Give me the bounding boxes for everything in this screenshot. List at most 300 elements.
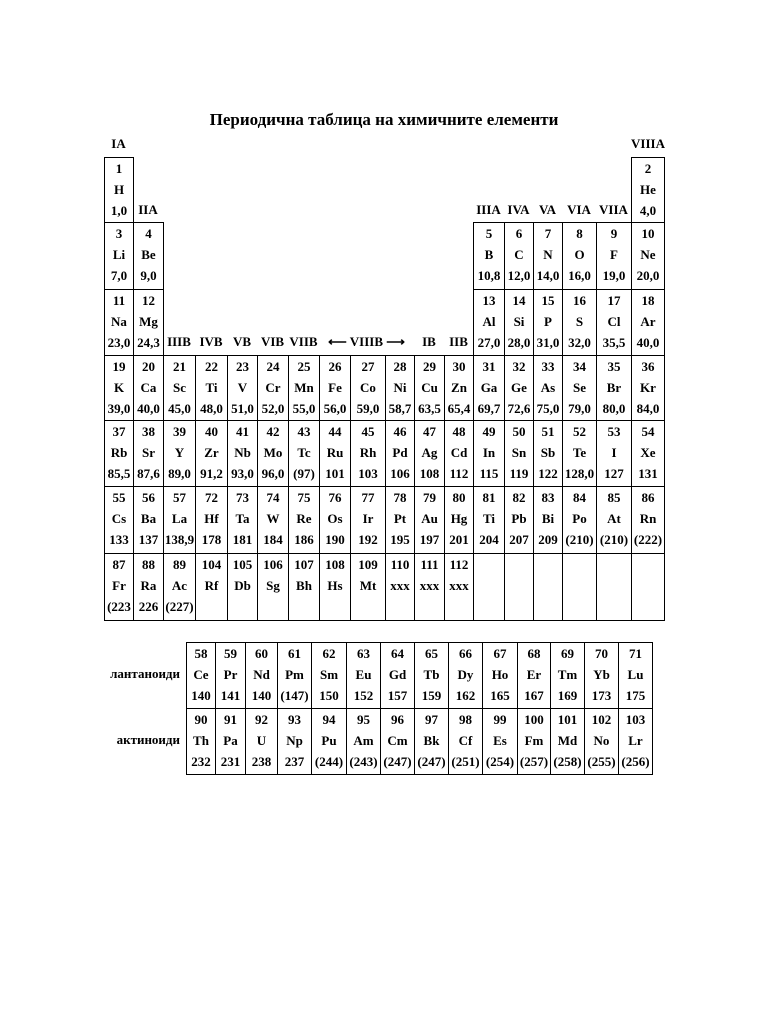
element-symbol: Tm	[557, 667, 578, 682]
group-label: IVA	[507, 202, 530, 217]
element-symbol: Rn	[639, 511, 657, 526]
element-symbol: W	[266, 511, 280, 526]
atomic-number: 21	[173, 359, 186, 374]
element-cell	[227, 553, 258, 621]
element-symbol: Ge	[511, 380, 527, 395]
element-cell	[504, 420, 534, 487]
element-symbol: Rb	[110, 445, 128, 460]
atomic-number: 19	[112, 359, 126, 374]
atomic-number: 7	[544, 226, 552, 241]
atomic-number: 88	[142, 557, 155, 572]
element-symbol: Sr	[142, 445, 155, 460]
element-symbol: Pa	[223, 733, 238, 748]
element-symbol: Bh	[296, 578, 312, 593]
element-cell	[350, 486, 386, 554]
element-cell	[227, 486, 258, 554]
element-symbol: Co	[360, 380, 376, 395]
atomic-mass: 137	[138, 532, 159, 547]
atomic-number: 105	[232, 557, 253, 572]
element-symbol: Nd	[253, 667, 270, 682]
element-symbol: H	[113, 182, 125, 197]
element-symbol: Ta	[235, 511, 250, 526]
atomic-mass: 91,2	[200, 466, 223, 481]
atomic-mass: 79,0	[568, 401, 591, 416]
element-symbol: Ru	[326, 445, 344, 460]
element-symbol: Rf	[204, 578, 219, 593]
element-cell	[533, 553, 563, 621]
element-cell	[414, 420, 445, 487]
element-symbol: Re	[296, 511, 312, 526]
element-symbol: C	[514, 247, 524, 262]
atomic-number: 74	[266, 490, 280, 505]
atomic-mass: 175	[625, 688, 646, 703]
atomic-number: 101	[557, 712, 578, 727]
atomic-mass: 181	[232, 532, 253, 547]
atomic-number: 30	[452, 359, 466, 374]
element-cell	[319, 553, 351, 621]
element-cell	[104, 222, 134, 290]
group-label: VB	[232, 334, 252, 349]
atomic-mass: 14,0	[536, 268, 560, 283]
atomic-number: 89	[173, 557, 186, 572]
element-symbol: Hs	[327, 578, 343, 593]
element-symbol: V	[237, 380, 248, 395]
atomic-number: 87	[112, 557, 126, 572]
atomic-number: 6	[515, 226, 523, 241]
atomic-mass: 96,0	[261, 466, 285, 481]
element-cell	[631, 157, 665, 223]
atomic-number: 67	[493, 646, 507, 661]
atomic-number: 54	[641, 424, 655, 439]
atomic-number: 50	[512, 424, 526, 439]
element-cell	[350, 553, 386, 621]
element-symbol: Lu	[627, 667, 644, 682]
element-cell	[473, 553, 505, 621]
atomic-number: 107	[294, 557, 314, 572]
atomic-mass: 138,9	[164, 532, 195, 547]
element-symbol: Ne	[640, 247, 656, 262]
element-cell	[350, 420, 386, 487]
atomic-mass: 131	[638, 466, 658, 481]
atomic-number: 51	[541, 424, 555, 439]
atomic-number: 52	[573, 424, 586, 439]
element-cell	[311, 642, 347, 709]
atomic-number: 4	[145, 226, 152, 241]
element-symbol: Au	[421, 511, 438, 526]
atomic-number: 37	[112, 424, 126, 439]
element-symbol: Cl	[607, 314, 621, 329]
atomic-number: 66	[459, 646, 472, 661]
atomic-mass: 48,0	[200, 401, 223, 416]
element-cell	[104, 553, 134, 621]
atomic-number: 104	[201, 557, 222, 572]
element-symbol: P	[544, 314, 552, 329]
atomic-number: 64	[391, 646, 404, 661]
element-cell	[596, 486, 632, 554]
element-cell	[444, 355, 474, 421]
element-cell	[631, 420, 665, 487]
atomic-mass: 45,0	[168, 401, 191, 416]
group-label: IA	[111, 136, 126, 151]
atomic-mass: 122	[538, 466, 558, 481]
atomic-number: 82	[512, 490, 526, 505]
element-cell	[562, 486, 597, 554]
element-symbol: Es	[493, 733, 507, 748]
atomic-number: 98	[459, 712, 472, 727]
element-symbol: Ra	[140, 578, 157, 593]
element-cell	[448, 642, 483, 709]
atomic-number: 24	[266, 359, 280, 374]
atomic-number: 1	[115, 161, 123, 176]
element-cell	[504, 222, 534, 290]
atomic-number: 10	[641, 226, 655, 241]
element-symbol: Si	[513, 314, 525, 329]
atomic-number: 35	[607, 359, 621, 374]
atomic-number: 9	[610, 226, 618, 241]
element-cell	[163, 553, 196, 621]
element-symbol: Bk	[423, 733, 440, 748]
element-cell	[482, 708, 518, 775]
atomic-number: 71	[629, 646, 642, 661]
atomic-number: 25	[297, 359, 311, 374]
element-cell	[380, 642, 415, 709]
element-symbol: Mt	[359, 578, 377, 593]
element-cell	[245, 642, 278, 709]
atomic-number: 36	[641, 359, 655, 374]
element-symbol: xxx	[449, 578, 469, 593]
atomic-number: 65	[425, 646, 438, 661]
group-label: IB	[422, 334, 436, 349]
element-cell	[104, 420, 134, 487]
element-symbol: La	[171, 511, 188, 526]
element-symbol: Kr	[640, 380, 656, 395]
atomic-number: 40	[205, 424, 218, 439]
element-symbol: Pu	[321, 733, 337, 748]
atomic-mass: 173	[591, 688, 612, 703]
atomic-number: 109	[358, 557, 378, 572]
atomic-number: 93	[288, 712, 301, 727]
atomic-mass: 58,7	[388, 401, 412, 416]
element-cell	[562, 553, 597, 621]
element-symbol: Md	[557, 733, 578, 748]
atomic-number: 96	[391, 712, 404, 727]
element-cell	[277, 708, 312, 775]
element-symbol: Cu	[421, 380, 438, 395]
element-cell	[414, 642, 449, 709]
element-symbol: Ga	[480, 380, 498, 395]
element-cell	[550, 708, 585, 775]
element-symbol: In	[482, 445, 496, 460]
element-symbol: Ti	[205, 380, 218, 395]
atomic-mass: 190	[325, 532, 345, 547]
element-symbol: Y	[174, 445, 185, 460]
element-symbol: Sg	[266, 578, 280, 593]
atomic-number: 85	[607, 490, 621, 505]
atomic-number: 8	[576, 226, 583, 241]
element-symbol: Ag	[421, 445, 438, 460]
element-symbol: xxx	[390, 578, 410, 593]
atomic-mass: 7,0	[110, 268, 128, 283]
element-cell	[562, 355, 597, 421]
element-symbol: Cd	[450, 445, 468, 460]
element-symbol: Nb	[234, 445, 251, 460]
atomic-number: 29	[423, 359, 436, 374]
element-cell	[414, 355, 445, 421]
element-cell	[550, 642, 585, 709]
element-cell	[596, 355, 632, 421]
atomic-mass: (257)	[519, 754, 549, 769]
atomic-number: 57	[173, 490, 186, 505]
element-cell	[186, 708, 216, 775]
element-cell	[631, 222, 665, 290]
atomic-number: 16	[573, 293, 586, 308]
element-symbol: Am	[353, 733, 374, 748]
group-label: VIIIA	[631, 136, 665, 151]
atomic-number: 38	[142, 424, 155, 439]
group-label: ⟵ VIIIB ⟶	[328, 334, 405, 349]
element-cell	[288, 420, 320, 487]
atomic-number: 90	[194, 712, 208, 727]
element-symbol: Fm	[524, 733, 544, 748]
group-label: VIIA	[599, 202, 628, 217]
atomic-number: 46	[393, 424, 407, 439]
atomic-number: 92	[255, 712, 268, 727]
element-symbol: Tb	[423, 667, 440, 682]
element-symbol: O	[574, 247, 585, 262]
element-symbol: Be	[141, 247, 156, 262]
element-cell	[163, 420, 196, 487]
element-cell	[631, 486, 665, 554]
element-cell	[104, 355, 134, 421]
atomic-number: 15	[541, 293, 555, 308]
element-cell	[311, 708, 347, 775]
atomic-mass: 152	[353, 688, 374, 703]
atomic-mass: 28,0	[507, 335, 531, 350]
element-symbol: Db	[234, 578, 251, 593]
atomic-mass: (210)	[599, 532, 629, 547]
series-label: актиноиди	[116, 732, 180, 747]
element-symbol: Gd	[388, 667, 407, 682]
element-symbol: Ac	[171, 578, 188, 593]
atomic-mass: 39,0	[107, 401, 131, 416]
element-symbol: F	[610, 247, 618, 262]
atomic-number: 70	[595, 646, 608, 661]
atomic-mass: 93,0	[231, 466, 254, 481]
atomic-mass: 207	[509, 532, 529, 547]
element-cell	[385, 355, 415, 421]
atomic-number: 63	[357, 646, 370, 661]
atomic-mass: 186	[294, 532, 314, 547]
group-label: IIB	[449, 334, 468, 349]
atomic-number: 95	[357, 712, 370, 727]
element-symbol: Po	[572, 511, 587, 526]
atomic-number: 18	[641, 293, 655, 308]
element-cell	[385, 486, 415, 554]
atomic-mass: 40,0	[137, 401, 160, 416]
atomic-mass: 72,6	[507, 401, 531, 416]
atomic-mass: (227)	[165, 599, 194, 614]
atomic-mass: 63,5	[418, 401, 441, 416]
element-symbol: Mg	[139, 314, 158, 329]
atomic-mass: 80,0	[602, 401, 626, 416]
element-symbol: Ti	[482, 511, 496, 526]
element-symbol: Er	[526, 667, 542, 682]
group-label: IVB	[199, 334, 223, 349]
atomic-number: 55	[112, 490, 126, 505]
element-symbol: Pb	[511, 511, 527, 526]
atomic-mass: 159	[421, 688, 442, 703]
atomic-mass: 128,0	[564, 466, 595, 481]
atomic-number: 61	[288, 646, 301, 661]
atomic-number: 49	[482, 424, 496, 439]
element-symbol: Pr	[223, 667, 238, 682]
atomic-number: 11	[112, 293, 126, 308]
element-cell	[104, 289, 134, 356]
atomic-number: 97	[425, 712, 438, 727]
atomic-mass: (251)	[451, 754, 480, 769]
element-cell	[482, 642, 518, 709]
atomic-number: 62	[322, 646, 336, 661]
atomic-number: 5	[485, 226, 493, 241]
atomic-mass: 232	[191, 754, 211, 769]
atomic-mass: 75,0	[536, 401, 560, 416]
atomic-mass: 167	[524, 688, 544, 703]
element-symbol: xxx	[419, 578, 440, 593]
group-label: VIB	[260, 334, 285, 349]
element-cell	[133, 486, 164, 554]
element-cell	[473, 486, 505, 554]
atomic-mass: 140	[191, 688, 211, 703]
element-symbol: Dy	[457, 667, 474, 682]
element-symbol: Sc	[173, 380, 186, 395]
element-cell	[385, 553, 415, 621]
element-cell	[444, 420, 474, 487]
atomic-number: 47	[423, 424, 436, 439]
atomic-number: 99	[493, 712, 507, 727]
atomic-number: 81	[482, 490, 496, 505]
element-symbol: Np	[286, 733, 303, 748]
element-symbol: Cs	[111, 511, 127, 526]
atomic-mass: 31,0	[536, 335, 560, 350]
atomic-number: 13	[482, 293, 496, 308]
element-cell	[473, 355, 505, 421]
atomic-mass: 52,0	[261, 401, 285, 416]
element-symbol: Na	[111, 314, 127, 329]
group-label: IIIA	[476, 202, 501, 217]
atomic-number: 45	[361, 424, 375, 439]
element-symbol: Lr	[628, 733, 643, 748]
element-cell	[163, 486, 196, 554]
atomic-mass: 119	[509, 466, 529, 481]
atomic-mass: (256)	[621, 754, 650, 769]
atomic-mass: 89,0	[168, 466, 191, 481]
element-cell	[618, 708, 653, 775]
element-symbol: Mo	[263, 445, 283, 460]
element-cell	[104, 486, 134, 554]
atomic-mass: 12,0	[507, 268, 531, 283]
atomic-mass: (222)	[633, 532, 663, 547]
element-cell	[596, 222, 632, 290]
element-cell	[133, 355, 164, 421]
atomic-number: 103	[625, 712, 646, 727]
element-cell	[517, 642, 551, 709]
element-cell	[596, 553, 632, 621]
atomic-number: 33	[541, 359, 555, 374]
element-symbol: B	[484, 247, 494, 262]
atomic-number: 26	[328, 359, 342, 374]
atomic-number: 83	[541, 490, 555, 505]
element-symbol: K	[113, 380, 125, 395]
element-cell	[257, 553, 289, 621]
element-cell	[414, 708, 449, 775]
atomic-mass: 165	[490, 688, 510, 703]
element-cell	[288, 553, 320, 621]
element-cell	[346, 708, 381, 775]
atomic-mass: 184	[263, 532, 283, 547]
element-cell	[631, 553, 665, 621]
atomic-number: 69	[561, 646, 574, 661]
element-symbol: Rh	[359, 445, 377, 460]
element-symbol: Ca	[140, 380, 157, 395]
element-cell	[227, 420, 258, 487]
atomic-mass: 16,0	[568, 268, 591, 283]
element-cell	[245, 708, 278, 775]
element-symbol: He	[640, 182, 656, 197]
atomic-number: 42	[266, 424, 280, 439]
atomic-mass: 10,8	[477, 268, 501, 283]
element-cell	[562, 420, 597, 487]
group-label: VIA	[567, 202, 591, 217]
element-cell	[631, 355, 665, 421]
atomic-mass: (210)	[565, 532, 594, 547]
element-symbol: Cm	[387, 733, 408, 748]
atomic-number: 48	[452, 424, 466, 439]
atomic-mass: 231	[220, 754, 241, 769]
element-cell	[562, 222, 597, 290]
atomic-number: 41	[236, 424, 249, 439]
atomic-number: 106	[263, 557, 283, 572]
element-cell	[596, 420, 632, 487]
group-label: IIIB	[167, 334, 191, 349]
element-cell	[473, 222, 505, 290]
element-cell	[596, 289, 632, 356]
atomic-mass: 201	[449, 532, 469, 547]
element-cell	[533, 420, 563, 487]
atomic-mass: 209	[538, 532, 558, 547]
atomic-number: 108	[325, 557, 345, 572]
atomic-number: 68	[527, 646, 541, 661]
atomic-mass: 84,0	[636, 401, 660, 416]
atomic-number: 56	[142, 490, 155, 505]
atomic-number: 60	[255, 646, 268, 661]
atomic-mass: 69,7	[477, 401, 501, 416]
element-symbol: Eu	[355, 667, 372, 682]
element-cell	[319, 355, 351, 421]
atomic-mass: 40,0	[636, 335, 660, 350]
atomic-mass: (223	[107, 599, 131, 614]
element-cell	[562, 289, 597, 356]
element-symbol: Yb	[593, 667, 610, 682]
atomic-number: 78	[393, 490, 407, 505]
element-symbol: Pt	[393, 511, 407, 526]
atomic-mass: 133	[109, 532, 129, 547]
element-cell	[319, 486, 351, 554]
atomic-mass: 195	[390, 532, 410, 547]
element-cell	[504, 289, 534, 356]
element-cell	[533, 486, 563, 554]
element-cell	[133, 222, 164, 290]
element-cell	[631, 289, 665, 356]
